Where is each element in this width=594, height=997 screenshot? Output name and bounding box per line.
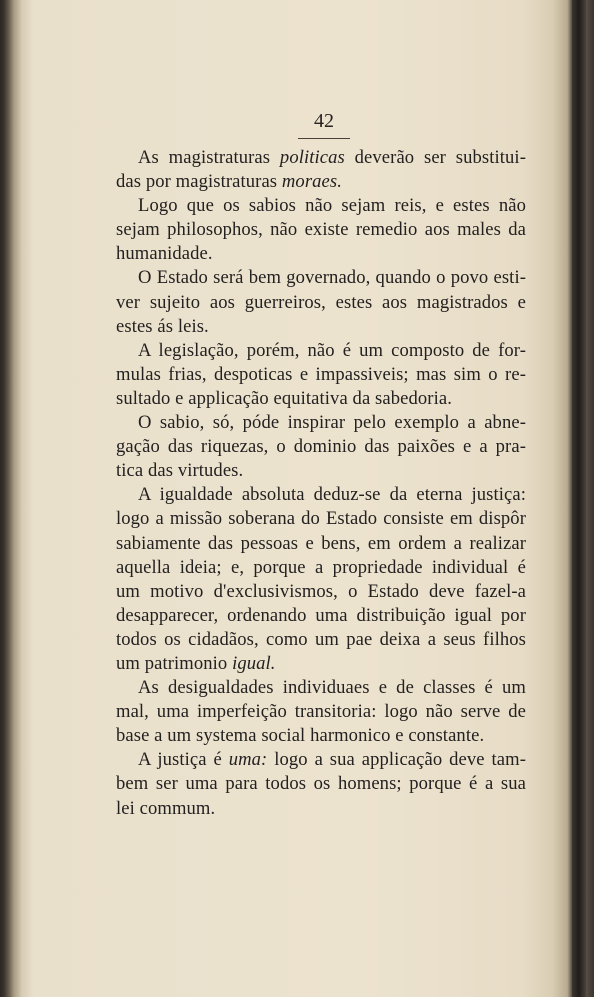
text-segment: sultado e applicação equitativa da sabedoria. xyxy=(116,387,452,409)
text-line xyxy=(116,628,526,652)
text-line xyxy=(116,291,526,315)
text-line xyxy=(116,700,526,724)
header-rule xyxy=(298,138,350,139)
text-line xyxy=(116,797,526,821)
text-line xyxy=(116,242,526,266)
text-segment: desapparecer, ordenando uma distribuição igual por xyxy=(116,604,526,626)
text-segment: humanidade. xyxy=(116,243,213,265)
text-segment: mal, uma imperfeição transitoria: logo não serve de xyxy=(116,701,526,723)
text-segment: aquella ideia; e, porque a propriedade individual é xyxy=(116,556,526,578)
text-segment: sabiamente das pessoas e bens, em ordem a realizar xyxy=(116,532,526,554)
text-line xyxy=(116,315,526,339)
text-line xyxy=(116,772,526,796)
text-segment: logo a missão soberana do Estado consiste em dispôr xyxy=(116,508,526,530)
italic-text: igual. xyxy=(232,652,276,674)
paragraph xyxy=(116,676,526,748)
text-line xyxy=(116,676,526,700)
text-segment: das por magistraturas xyxy=(116,171,282,193)
text-line xyxy=(116,411,526,435)
text-line xyxy=(116,170,526,194)
text-line xyxy=(116,146,526,170)
paragraph xyxy=(116,483,526,676)
text-segment: O Estado será bem governado, quando o povo esti- xyxy=(138,267,526,289)
text-segment: A legislação, porém, não é um composto de for- xyxy=(138,339,526,361)
body-text xyxy=(116,146,526,821)
text-line xyxy=(116,435,526,459)
paragraph xyxy=(116,146,526,194)
italic-text: moraes. xyxy=(281,171,342,193)
text-segment: O sabio, só, póde inspirar pelo exemplo a abne- xyxy=(138,412,526,434)
text-segment: gação das riquezas, o dominio das paixões e a pra- xyxy=(116,436,526,458)
text-segment: deverão ser substitui- xyxy=(344,147,526,168)
text-segment: As desigualdades individuaes e de classes é um xyxy=(138,677,526,699)
paragraph xyxy=(116,339,526,411)
text-segment: ver sujeito aos guerreiros, estes aos magistrados e xyxy=(116,291,526,313)
text-line xyxy=(116,532,526,556)
text-line xyxy=(116,194,526,218)
next-page-edge xyxy=(572,0,586,997)
text-line xyxy=(116,556,526,580)
text-segment: todos os cidadãos, como um pae deixa a seus filhos xyxy=(116,628,526,650)
text-segment: um motivo d'exclusivismos, o Estado deve fazel-a xyxy=(116,580,526,602)
text-line xyxy=(116,724,526,748)
page-number: 42 xyxy=(314,110,334,132)
text-line xyxy=(116,604,526,628)
text-segment: Logo que os sabios não sejam reis, e estes não xyxy=(138,195,526,217)
text-segment: estes ás leis. xyxy=(116,315,209,337)
text-line xyxy=(116,266,526,290)
text-segment: As magistraturas xyxy=(138,147,280,168)
paragraph xyxy=(116,266,526,338)
paragraph xyxy=(116,194,526,266)
text-segment: um patrimonio xyxy=(116,652,233,674)
text-line xyxy=(116,339,526,363)
paragraph xyxy=(116,411,526,483)
text-line xyxy=(116,387,526,411)
text-line xyxy=(116,218,526,242)
italic-text: uma: xyxy=(228,749,268,771)
text-segment: lei commum. xyxy=(116,797,216,819)
text-line xyxy=(116,580,526,604)
text-segment: A justiça é xyxy=(138,749,229,771)
text-segment: bem ser uma para todos os homens; porque é a sua xyxy=(116,773,526,795)
text-segment: tica das virtudes. xyxy=(116,460,244,482)
text-line xyxy=(116,483,526,507)
text-segment: logo a sua applicação deve tam- xyxy=(267,749,526,771)
text-segment: mulas frias, despoticas e impassiveis; mas sim o re- xyxy=(116,363,526,385)
text-line xyxy=(116,507,526,531)
paragraph xyxy=(116,748,526,820)
italic-text: politicas xyxy=(279,147,345,168)
text-line xyxy=(116,363,526,387)
text-segment: A igualdade absoluta deduz-se da eterna justiça: xyxy=(138,484,526,506)
text-segment: sejam philosophos, não existe remedio aos males da xyxy=(116,219,526,241)
text-line xyxy=(116,748,526,772)
text-line xyxy=(116,459,526,483)
text-line xyxy=(116,652,526,676)
text-segment: base a um systema social harmonico e constante. xyxy=(116,725,485,747)
